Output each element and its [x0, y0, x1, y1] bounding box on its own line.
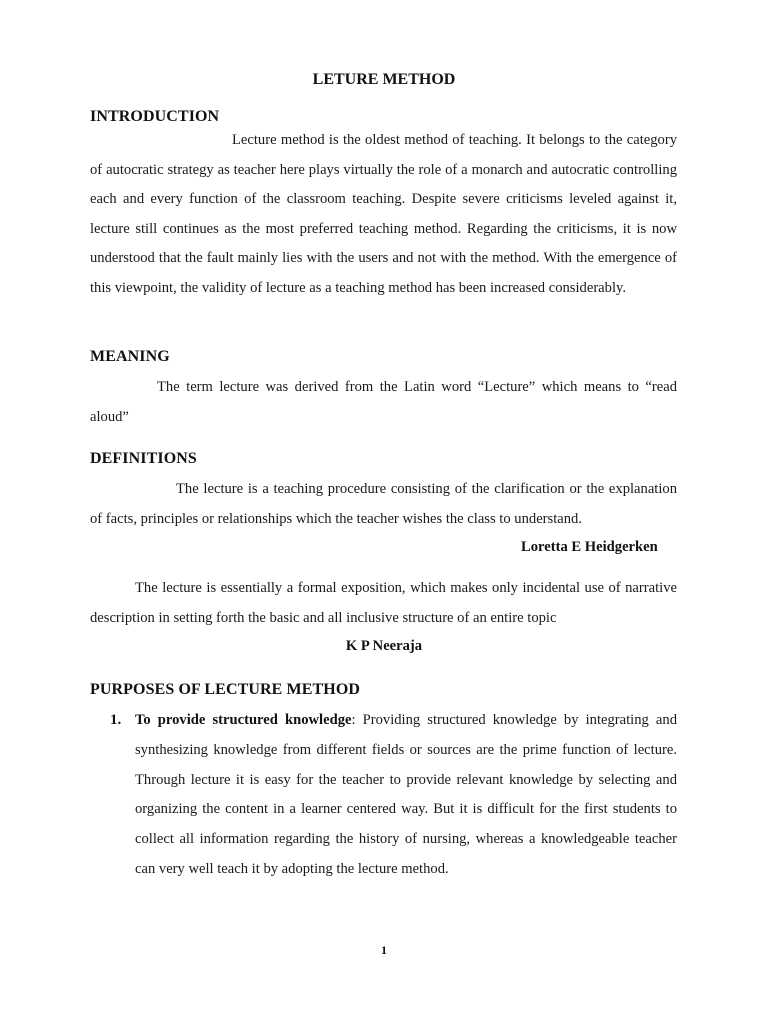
- list-number: 1.: [110, 712, 122, 728]
- definition-2-text: The lecture is essentially a formal exposition, which makes only incidental use of narrative description in setting forth the basic and all inclusive structure of an entire topic: [90, 580, 677, 626]
- purposes-heading: PURPOSES OF LECTURE METHOD: [90, 681, 361, 698]
- definitions-heading: DEFINITIONS: [90, 450, 197, 467]
- purpose-1-text: : Providing structured knowledge by integrating and synthesizing knowledge from different fields or sources are the prime function of lecture. Through lecture it is easy for the teacher to provide relevant knowledge by selecting and organizing the content in a learner centered way. But it is difficult for the first students to collect all information regarding the history of nursing, whereas a knowledgeable teacher can very well teach it by adopting the lecture method.: [135, 712, 677, 877]
- introduction-heading: INTRODUCTION: [90, 108, 220, 125]
- introduction-paragraph: Lecture method is the oldest method of teaching. It belongs to the category of autocratic strategy as teacher here plays virtually the role of a monarch and autocratic controlling each and every function of the classroom teaching. Despite severe criticisms leveled against it, lecture still continues as the most preferred teaching method. Regarding the criticisms, it is now understood that the fault mainly lies with the users and not with the method. With the emergence of this viewpoint, the validity of lecture as a teaching method has been increased considerably.: [90, 132, 677, 296]
- purpose-1-title: To provide structured knowledge: [135, 712, 352, 728]
- meaning-heading: MEANING: [90, 348, 170, 365]
- definition-1-author: Loretta E Heidgerken: [521, 539, 658, 555]
- purpose-1-body: [135, 706, 677, 885]
- document-title: LETURE METHOD: [312, 71, 456, 88]
- page-number: 1: [381, 943, 387, 957]
- definition-1-text: The lecture is a teaching procedure consisting of the clarification or the explanation of facts, principles or relationships which the teacher wishes the class to understand.: [90, 481, 677, 527]
- definition-2-author: K P Neeraja: [345, 638, 423, 654]
- meaning-paragraph: The term lecture was derived from the Latin word “Lecture” which means to “read aloud”: [90, 379, 677, 425]
